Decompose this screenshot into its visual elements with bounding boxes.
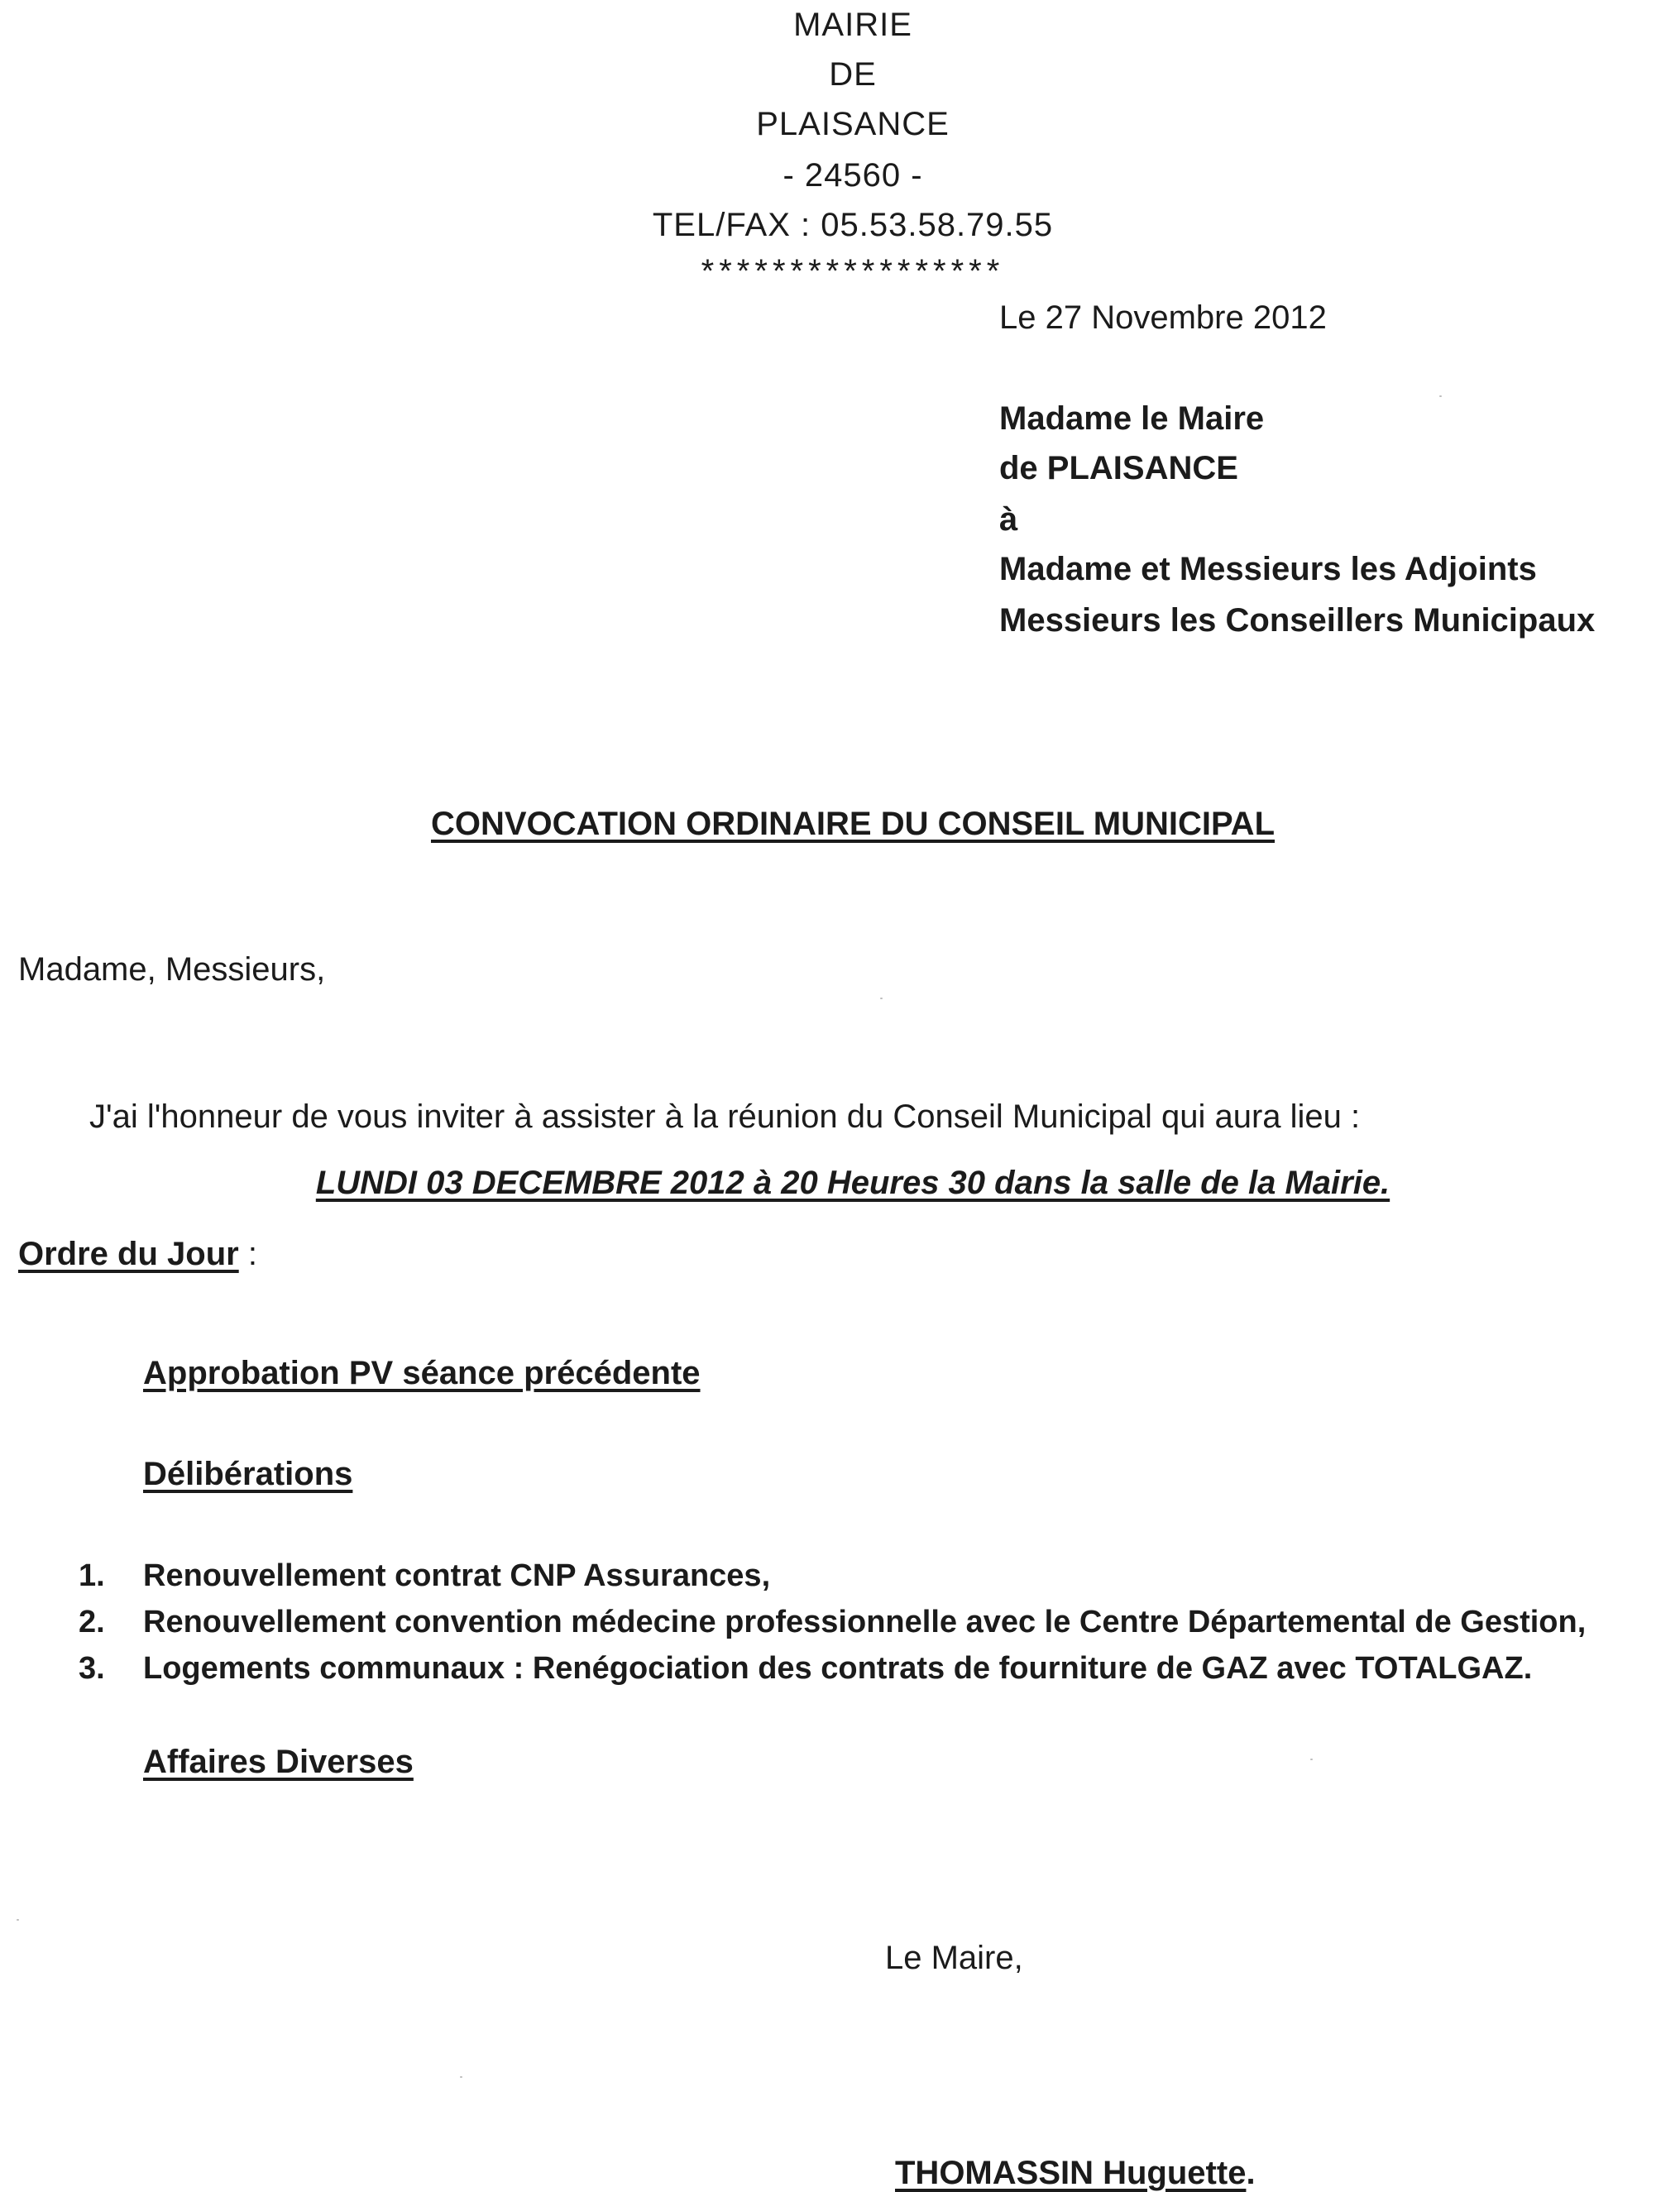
list-item [79,1558,770,1594]
scan-speck [1439,395,1442,397]
header-commune: PLAISANCE [756,106,950,142]
agenda-colon: : [238,1236,257,1272]
header-de: DE [829,56,877,93]
document-title: CONVOCATION ORDINAIRE DU CONSEIL MUNICIPAL [430,806,1276,842]
scan-speck [460,2076,462,2078]
meeting-datetime: LUNDI 03 DECEMBRE 2012 à 20 Heures 30 dans la salle de la Mairie. [315,1165,1390,1201]
section-affaires-diverses: Affaires Diverses [143,1744,414,1780]
scan-speck [1310,1759,1313,1760]
signatory-name: THOMASSIN Huguette [895,2155,1247,2191]
sender-line-2: de PLAISANCE [999,450,1238,486]
sender-line-1: Madame le Maire [999,400,1265,437]
scan-speck [17,1919,19,1921]
header-separator: ***************** [701,253,1005,290]
intro-paragraph: J'ai l'honneur de vous inviter à assister à la réunion du Conseil Municipal qui aura lieu : [89,1098,1361,1135]
signature-period: . [1246,2155,1256,2191]
address-to: à [999,501,1018,538]
signature [895,2155,1256,2192]
salutation: Madame, Messieurs, [18,951,326,988]
list-item-text: Renouvellement contrat CNP Assurances, [143,1558,771,1593]
list-item-number: 3. [79,1651,105,1686]
list-item-number: 1. [79,1558,105,1593]
list-item [79,1651,1532,1687]
list-item-text: Renouvellement convention médecine professionnelle avec le Centre Départemental de Gestion, [143,1605,1587,1639]
closing-title: Le Maire, [885,1940,1023,1976]
agenda-label: Ordre du Jour [18,1236,239,1272]
agenda-heading [18,1236,257,1273]
letter-date: Le 27 Novembre 2012 [999,299,1327,336]
header-postcode: - 24560 - [783,157,923,194]
section-deliberations: Délibérations [143,1456,353,1492]
recipient-line-2: Messieurs les Conseillers Municipaux [999,602,1596,639]
recipient-line-1: Madame et Messieurs les Adjoints [999,551,1537,587]
list-item-text: Logements communaux : Renégociation des contrats de fourniture de GAZ avec TOTALGAZ. [143,1651,1533,1686]
list-item [79,1605,1586,1640]
scan-speck [880,998,883,999]
list-item-number: 2. [79,1605,105,1639]
header-phone: TEL/FAX : 05.53.58.79.55 [652,207,1054,243]
header-mairie: MAIRIE [793,7,912,43]
section-approbation: Approbation PV séance précédente [143,1355,701,1391]
